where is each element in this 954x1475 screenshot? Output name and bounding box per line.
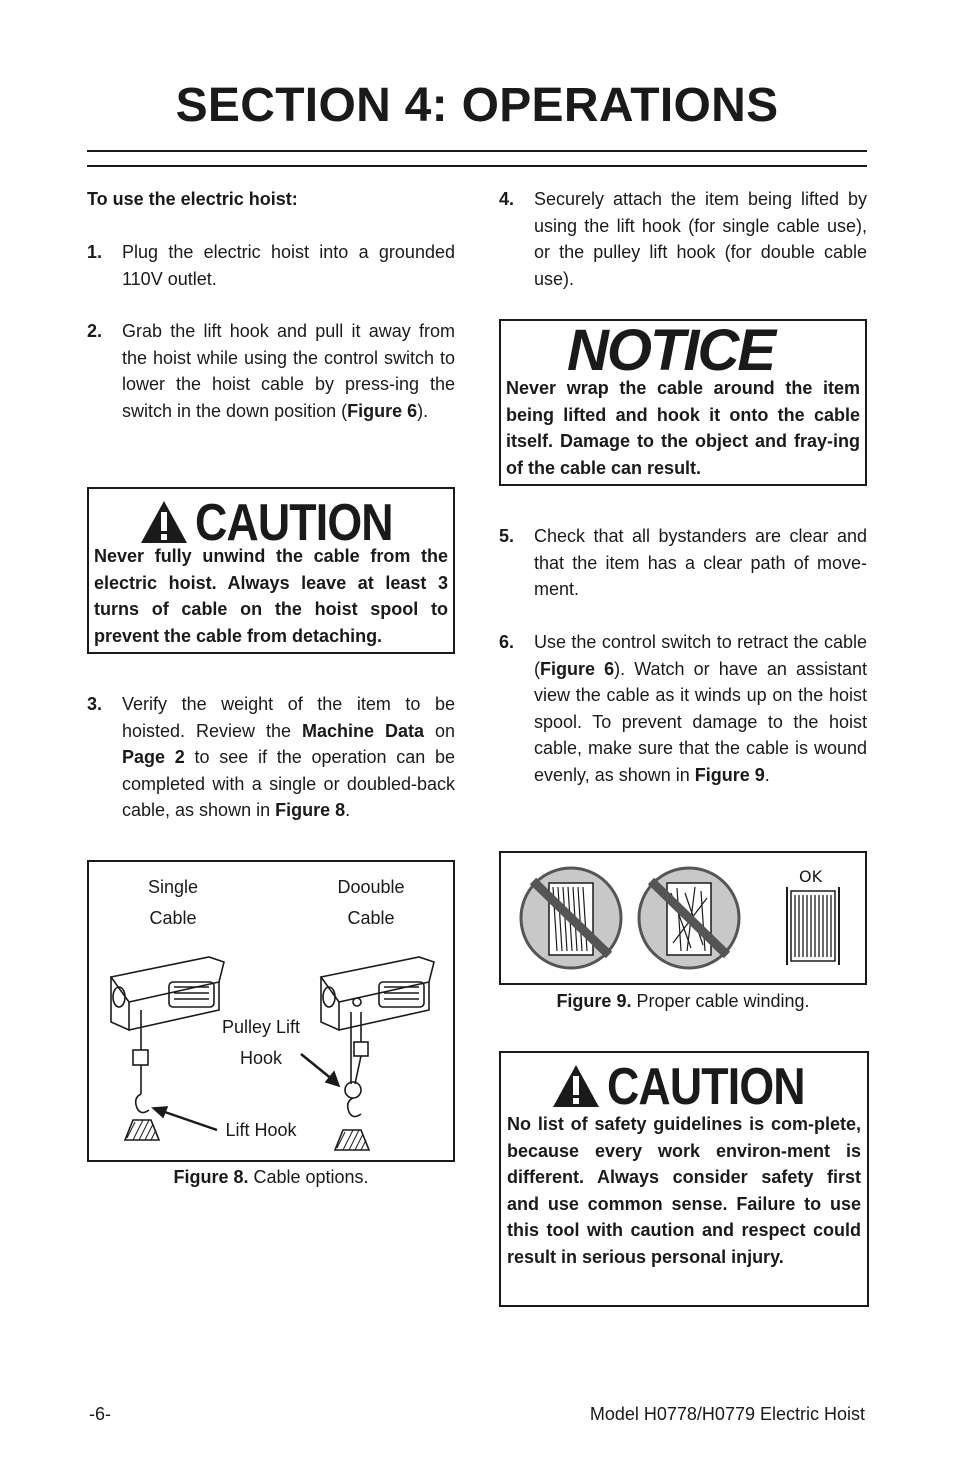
- warning-triangle-icon: [551, 1063, 601, 1109]
- figure-9-box: [499, 851, 867, 985]
- incorrect-winding-2: [639, 868, 739, 968]
- step-text: Verify the weight of the item to be hoisted. Review the Machine Data on Page 2 to see if the operation can be completed with a single or doubled-back cable, as shown in Figure 8.: [122, 694, 455, 820]
- caution-header: [551, 1058, 851, 1116]
- step-text: Use the control switch to retract the cable (Figure 6). Watch or have an assistant view the cable as it winds up on the hoist spool. To prevent damage to the hoist cable, make sure that the cable is wound evenly, as shown in Figure 9.: [534, 632, 868, 785]
- figure-8-caption: Figure 8. Cable options.: [173, 1167, 369, 1187]
- notice-text: Never wrap the cable around the item being lifted and hook it onto the cable itself. Damage to the object and fray-ing of the cable can result.: [506, 378, 860, 478]
- step-text: Plug the electric hoist into a grounded 110V outlet.: [122, 242, 455, 289]
- step-text: Securely attach the item being lifted by using the lift hook (for single cable use), or the pulley lift hook (for double cable use).: [534, 189, 867, 289]
- label-pulley-lift-hook: Pulley Lift Hook: [221, 1017, 301, 1068]
- step-number: 4.: [499, 189, 515, 209]
- caution-box-1: [87, 487, 455, 654]
- step-number: 6.: [499, 632, 515, 652]
- intro-heading: To use the electric hoist:: [87, 189, 298, 209]
- label-single-cable: Single Cable: [147, 877, 199, 928]
- step-text: Grab the lift hook and pull it away from the hoist while using the control switch to lower the hoist cable by press-ing the switch in the down position (Figure 6).: [122, 321, 455, 421]
- caution-box-2: [499, 1051, 869, 1307]
- hoist-illustration: [89, 862, 453, 1160]
- step-number: 1.: [87, 242, 103, 262]
- page-number: -6-: [89, 1404, 111, 1424]
- page-title: SECTION 4: OPERATIONS: [175, 79, 779, 132]
- ok-label: OK: [799, 867, 823, 886]
- step-number: 2.: [87, 321, 103, 341]
- caution-heading: CAUTION: [607, 1058, 805, 1116]
- notice-heading: NOTICE: [567, 318, 775, 383]
- caution-text: No list of safety guidelines is com-plete, because every work environ-ment is different. Always consider safety first and use common sense. Failure to use this tool with caution and respect could result in serious personal injury.: [507, 1114, 861, 1267]
- caution-text: Never fully unwind the cable from the electric hoist. Always leave at least 3 turns of cable on the hoist spool to prevent the cable from detaching.: [94, 546, 448, 646]
- title-rule-top: [87, 150, 867, 152]
- incorrect-winding-1: [521, 868, 621, 968]
- model-name: Model H0778/H0779 Electric Hoist: [589, 1404, 865, 1424]
- step-text: Check that all bystanders are clear and that the item has a clear path of move-ment.: [534, 526, 867, 599]
- label-double-cable: Doouble Cable: [337, 877, 405, 928]
- figure-9-caption: Figure 9. Proper cable winding.: [556, 991, 810, 1011]
- step-number: 3.: [87, 694, 103, 714]
- caution-heading: CAUTION: [195, 494, 393, 552]
- notice-box: [499, 319, 867, 486]
- figure-ref: Figure 6: [347, 400, 418, 421]
- step-number: 5.: [499, 526, 515, 546]
- caution-header: [139, 494, 439, 552]
- correct-winding: [787, 887, 839, 965]
- warning-triangle-icon: [139, 499, 189, 545]
- label-lift-hook: Lift Hook: [225, 1120, 297, 1140]
- figure-8-box: [87, 860, 455, 1162]
- title-rule-bottom: [87, 165, 867, 167]
